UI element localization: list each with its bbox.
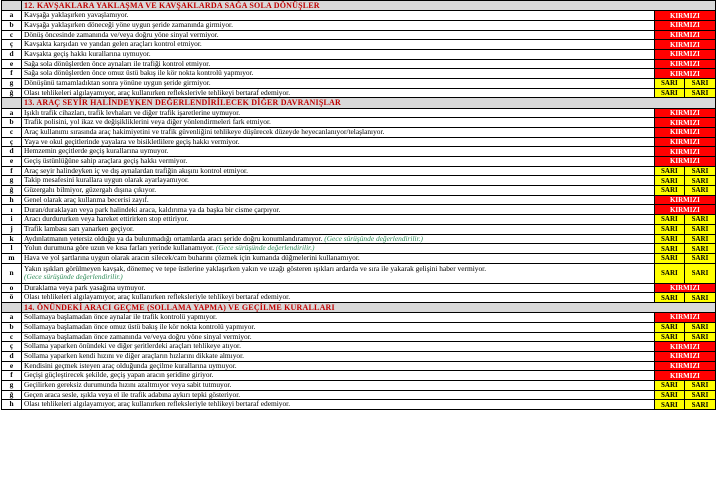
rating-sari-badge: SARI <box>684 263 715 283</box>
row-text-cell <box>22 313 655 323</box>
row-text: Sollamaya başlamadan önce omuz üstü bakış ile kör nokta kontrolü yapmıyor. <box>24 322 256 331</box>
criteria-row <box>2 166 716 176</box>
row-letter: e <box>2 361 22 371</box>
row-text: Güzergahı bilmiyor, güzergah dışına çıkıyor. <box>24 185 157 195</box>
rating-sari-badge: SARI <box>654 215 684 225</box>
row-text: Hava ve yol şartlarına uygun olarak aracın silecek/cam buharını çözmek için kumanda düğmelerini kullanamıyor. <box>24 253 360 262</box>
row-note: (Gece sürüşünde değerlendirilir.) <box>24 272 123 282</box>
rating-sari-badge: SARI <box>684 332 715 342</box>
row-text: Kendisini geçmek isteyen araç olduğunda geçilme kurallarına uymuyor. <box>24 361 237 370</box>
rating-sari-badge: SARI <box>684 224 715 234</box>
row-text-cell <box>22 195 655 205</box>
row-text: Sağa sola dönüşlerden önce aynaları ile trafiği kontrol etmiyor. <box>24 59 211 68</box>
row-letter: m <box>2 253 22 263</box>
row-text-cell <box>22 244 655 254</box>
rating-kirmizi-badge: KIRMIZI <box>654 205 715 215</box>
rating-kirmizi-badge: KIRMIZI <box>654 20 715 30</box>
row-text: Hemzemin geçitlerde geçiş kurallarına uymuyor. <box>24 146 169 156</box>
rating-kirmizi-badge: KIRMIZI <box>654 40 715 50</box>
row-letter: g <box>2 79 22 89</box>
row-text-cell <box>22 390 655 400</box>
row-text-cell <box>22 137 655 147</box>
row-text: Trafik polisini, yol ikaz ve değişikliklerini veya diğer yönlendirmeleri fark etmiyor. <box>24 117 271 127</box>
row-text-cell <box>22 263 655 283</box>
row-text-cell <box>22 380 655 390</box>
row-letter: ı <box>2 205 22 215</box>
row-letter: h <box>2 195 22 205</box>
row-text-cell <box>22 351 655 361</box>
criteria-row <box>2 40 716 50</box>
rating-kirmizi-badge: KIRMIZI <box>654 69 715 79</box>
rating-kirmizi-badge: KIRMIZI <box>654 351 715 361</box>
row-note: (Gece sürüşünde değerlendirilir.) <box>324 234 423 243</box>
rating-sari-badge: SARI <box>654 332 684 342</box>
rating-kirmizi-badge: KIRMIZI <box>654 371 715 381</box>
row-letter: k <box>2 234 22 244</box>
rating-sari-badge: SARI <box>654 166 684 176</box>
row-text-cell <box>22 79 655 89</box>
row-letter: n <box>2 263 22 283</box>
row-text-cell <box>22 176 655 186</box>
criteria-row <box>2 253 716 263</box>
row-text: Geçilirken gereksiz durumunda hızını azaltmıyor veya sabit tutmuyor. <box>24 380 232 390</box>
evaluation-table <box>1 0 716 410</box>
row-text: Olası tehlikeleri algılayamıyor, araç kullanırken refleksleriyle tehlikeyi bertaraf edemiyor. <box>24 292 291 302</box>
row-text: Olası tehlikeleri algılayamıyor, araç kullanırken refleksleriyle tehlikeyi bertaraf edemiyor. <box>24 399 291 409</box>
rating-sari-badge: SARI <box>684 380 715 390</box>
section-header <box>2 1 716 11</box>
criteria-row <box>2 351 716 361</box>
row-text: Geçişi güçleştirecek şekilde, geçiş yapan aracın şeridine giriyor. <box>24 370 214 380</box>
rating-sari-badge: SARI <box>654 234 684 244</box>
criteria-row <box>2 234 716 244</box>
row-text-cell <box>22 283 655 293</box>
row-text: Yaya ve okul geçitlerinde yayalara ve bisikletlilere geçiş hakkı vermiyor. <box>24 137 240 146</box>
rating-kirmizi-badge: KIRMIZI <box>654 137 715 147</box>
criteria-row <box>2 30 716 40</box>
row-text-cell <box>22 166 655 176</box>
rating-sari-badge: SARI <box>684 166 715 176</box>
row-text: Dönüş öncesinde zamanında ve/veya doğru yöne sinyal vermiyor. <box>24 30 219 39</box>
row-text-cell <box>22 253 655 263</box>
rating-sari-badge: SARI <box>684 186 715 196</box>
rating-sari-badge: SARI <box>684 215 715 225</box>
row-text: Geçen araca sesle, ışıkla veya el ile trafik adabına aykırı tepki gösteriyor. <box>24 390 241 399</box>
rating-sari-badge: SARI <box>684 400 715 410</box>
criteria-row <box>2 69 716 79</box>
criteria-row <box>2 332 716 342</box>
section-spacer <box>2 98 22 108</box>
criteria-row <box>2 127 716 137</box>
row-letter: ö <box>2 293 22 303</box>
row-text: Duraklama veya park yasağına uymuyor. <box>24 283 146 292</box>
rating-sari-badge: SARI <box>654 293 684 303</box>
rating-sari-badge: SARI <box>684 88 715 98</box>
criteria-row <box>2 215 716 225</box>
row-text: Aydınlatmanın yetersiz olduğu ya da bulunmadığı ortamlarda aracı şeride doğru konumlandıramıyor. <box>24 234 323 243</box>
row-letter: a <box>2 313 22 323</box>
row-text-cell <box>22 215 655 225</box>
row-text-cell <box>22 69 655 79</box>
row-letter: g <box>2 380 22 390</box>
row-text-cell <box>22 361 655 371</box>
row-letter: e <box>2 59 22 69</box>
rating-kirmizi-badge: KIRMIZI <box>654 11 715 21</box>
row-text: Duran/duraklayan veya park halindeki araca, kaldırıma ya da başka bir cisme çarpıyor. <box>24 204 281 214</box>
row-letter: d <box>2 351 22 361</box>
rating-kirmizi-badge: KIRMIZI <box>654 59 715 69</box>
section-header <box>2 302 716 312</box>
rating-sari-badge: SARI <box>654 224 684 234</box>
row-text: Geçiş üstünlüğüne sahip araçlara geçiş hakkı vermiyor. <box>24 156 188 166</box>
criteria-row <box>2 224 716 234</box>
row-text-cell <box>22 88 655 98</box>
row-text: Olası tehlikeleri algılayamıyor, araç kullanırken reflekslerivle tehlikeyi bertaraf edemiyor. <box>24 88 291 97</box>
row-letter: e <box>2 157 22 167</box>
row-text: Araç kullanımı sırasında araç hakimiyetini ve trafik güvenliğini tehlikeye düşürecek düzeyde heyecanlanıyor/telaşlanıyor. <box>24 127 385 137</box>
row-text: Sollamaya başlamadan önce aynalar ile trafik kontrolü yapmıyor. <box>24 312 217 322</box>
criteria-row <box>2 11 716 21</box>
rating-sari-badge: SARI <box>654 390 684 400</box>
row-text-cell <box>22 147 655 157</box>
row-text-cell <box>22 371 655 381</box>
row-letter: ğ <box>2 88 22 98</box>
row-letter: d <box>2 147 22 157</box>
row-text: Sollama yaparken kendi hızını ve diğer araçların hızlarını dikkate almıyor. <box>24 351 245 360</box>
row-letter: c <box>2 30 22 40</box>
rating-sari-badge: SARI <box>684 244 715 254</box>
row-text-cell <box>22 186 655 196</box>
rating-sari-badge: SARI <box>684 293 715 303</box>
rating-sari-badge: SARI <box>654 253 684 263</box>
row-letter: c <box>2 332 22 342</box>
criteria-row <box>2 293 716 303</box>
criteria-row <box>2 147 716 157</box>
criteria-row <box>2 137 716 147</box>
criteria-row <box>2 390 716 400</box>
row-letter: a <box>2 108 22 118</box>
rating-sari-badge: SARI <box>654 244 684 254</box>
section-header <box>2 98 716 108</box>
row-text-cell <box>22 293 655 303</box>
rating-sari-badge: SARI <box>654 322 684 332</box>
criteria-row <box>2 361 716 371</box>
criteria-row <box>2 283 716 293</box>
row-letter: b <box>2 20 22 30</box>
row-text: Yolun durumuna göre uzun ve kısa farları yerinde kullanamıyor. <box>24 243 214 253</box>
row-text-cell <box>22 332 655 342</box>
row-text-cell <box>22 11 655 21</box>
criteria-row <box>2 59 716 69</box>
row-text-cell <box>22 30 655 40</box>
rating-sari-badge: SARI <box>684 176 715 186</box>
row-text: Yakın ışıkları görülmeyen kavşak, dönemeç ve tepe üstlerine yaklaşırken yakın ve uzağı gösteren ışıkları ardarda ve sıra ile yakarak gelişini haber vermiyor. <box>24 263 487 273</box>
row-text-cell <box>22 108 655 118</box>
criteria-row <box>2 371 716 381</box>
row-text-cell <box>22 205 655 215</box>
rating-sari-badge: SARI <box>654 400 684 410</box>
row-text-cell <box>22 234 655 244</box>
criteria-row <box>2 108 716 118</box>
rating-sari-badge: SARI <box>654 88 684 98</box>
rating-kirmizi-badge: KIRMIZI <box>654 108 715 118</box>
section-title: 13. ARAÇ SEYİR HALİNDEYKEN DEĞERLENDİRİLECEK DİĞER DAVRANIŞLAR <box>22 98 716 108</box>
row-letter: b <box>2 322 22 332</box>
rating-kirmizi-badge: KIRMIZI <box>654 30 715 40</box>
rating-sari-badge: SARI <box>654 79 684 89</box>
rating-sari-badge: SARI <box>684 234 715 244</box>
row-letter: ç <box>2 137 22 147</box>
row-text: Trafik lambası sarı yanarken geçiyor. <box>24 224 134 233</box>
rating-kirmizi-badge: KIRMIZI <box>654 147 715 157</box>
rating-kirmizi-badge: KIRMIZI <box>654 157 715 167</box>
row-text: Sollamaya başlamadan önce zamanında ve/veya doğru yöne sinyal vermiyor. <box>24 332 252 341</box>
row-letter: c <box>2 127 22 137</box>
rating-sari-badge: SARI <box>654 176 684 186</box>
row-text-cell <box>22 322 655 332</box>
rating-sari-badge: SARI <box>654 186 684 196</box>
rating-kirmizi-badge: KIRMIZI <box>654 195 715 205</box>
section-spacer <box>2 1 22 11</box>
rating-sari-badge: SARI <box>684 322 715 332</box>
row-text-cell <box>22 49 655 59</box>
criteria-row <box>2 205 716 215</box>
row-text: Dönüşünü tamamladıktan sonra yönüne uygun şeride girmiyor. <box>24 78 211 88</box>
row-text-cell <box>22 342 655 352</box>
rating-sari-badge: SARI <box>654 380 684 390</box>
rating-sari-badge: SARI <box>654 263 684 283</box>
row-text: Sağa sola dönüşlerden önce omuz üstü bakış ile kör nokta kontrolü yapmıyor. <box>24 68 254 78</box>
row-note: (Gece sürüşünde değerlendirilir.) <box>215 243 315 253</box>
row-letter: a <box>2 11 22 21</box>
rating-kirmizi-badge: KIRMIZI <box>654 127 715 137</box>
row-letter: f <box>2 166 22 176</box>
row-letter: d <box>2 49 22 59</box>
criteria-row <box>2 176 716 186</box>
row-letter: ç <box>2 342 22 352</box>
row-letter: i <box>2 215 22 225</box>
criteria-row <box>2 380 716 390</box>
criteria-row <box>2 342 716 352</box>
row-text: Genel olarak araç kullanma becerisi zayıf. <box>24 195 149 204</box>
rating-sari-badge: SARI <box>684 390 715 400</box>
rating-kirmizi-badge: KIRMIZI <box>654 342 715 352</box>
criteria-row <box>2 263 716 283</box>
row-text-cell <box>22 20 655 30</box>
row-text-cell <box>22 224 655 234</box>
row-text: Kavşağa yaklaşırken döneceği yöne uygun şeride zamanında girmiyor. <box>24 20 233 29</box>
row-letter: ğ <box>2 390 22 400</box>
row-text: Işıklı trafik cihazları, trafik levhaları ve diğer trafik işaretlerine uymuyor. <box>24 108 241 117</box>
row-letter: f <box>2 371 22 381</box>
criteria-row <box>2 244 716 254</box>
row-text: Kavşağa yaklaşırken yavaşlamıyor. <box>24 10 129 20</box>
criteria-row <box>2 49 716 59</box>
row-text-cell <box>22 400 655 410</box>
row-text: Araç seyir halindeyken iç ve dış aynalardan trafiğin akışını kontrol etmiyor. <box>24 166 248 175</box>
rating-kirmizi-badge: KIRMIZI <box>654 313 715 323</box>
criteria-row <box>2 313 716 323</box>
row-letter: g <box>2 176 22 186</box>
criteria-row <box>2 157 716 167</box>
criteria-row <box>2 195 716 205</box>
criteria-row <box>2 118 716 128</box>
section-title: 12. KAVŞAKLARA YAKLAŞMA VE KAVŞAKLARDA SAĞA SOLA DÖNÜŞLER <box>22 1 716 11</box>
rating-sari-badge: SARI <box>684 79 715 89</box>
criteria-row <box>2 322 716 332</box>
criteria-row <box>2 88 716 98</box>
row-text-cell <box>22 118 655 128</box>
row-letter: f <box>2 69 22 79</box>
row-text-cell <box>22 157 655 167</box>
row-letter: j <box>2 224 22 234</box>
rating-kirmizi-badge: KIRMIZI <box>654 49 715 59</box>
row-letter: l <box>2 244 22 254</box>
row-text: Kavşakta karşıdan ve yandan gelen araçları kontrol etmiyor. <box>24 39 202 49</box>
criteria-row <box>2 400 716 410</box>
row-text-cell <box>22 127 655 137</box>
rating-kirmizi-badge: KIRMIZI <box>654 118 715 128</box>
row-text: Kavşakta geçiş hakkı kurallarına uymuyor. <box>24 49 151 59</box>
row-letter: h <box>2 400 22 410</box>
rating-kirmizi-badge: KIRMIZI <box>654 283 715 293</box>
row-text: Aracı durdururken veya hareket ettirirken stop ettiriyor. <box>24 214 189 224</box>
row-letter: ğ <box>2 186 22 196</box>
row-text: Sollama yaparken önündeki ve diğer şeritlerdeki araçları tehlikeye atıyor. <box>24 341 241 351</box>
criteria-row <box>2 20 716 30</box>
rating-sari-badge: SARI <box>684 253 715 263</box>
section-title: 14. ÖNÜNDEKİ ARACI GEÇME (SOLLAMA YAPMA) VE GEÇİLME KURALLARI <box>22 302 716 312</box>
row-letter: b <box>2 118 22 128</box>
row-letter: o <box>2 283 22 293</box>
criteria-row <box>2 79 716 89</box>
rating-kirmizi-badge: KIRMIZI <box>654 361 715 371</box>
row-text: Takip mesafesini kurallara uygun olarak ayarlayamıyor. <box>24 175 189 185</box>
section-spacer <box>2 302 22 312</box>
row-text-cell <box>22 59 655 69</box>
row-letter: ç <box>2 40 22 50</box>
row-text-cell <box>22 40 655 50</box>
criteria-row <box>2 186 716 196</box>
